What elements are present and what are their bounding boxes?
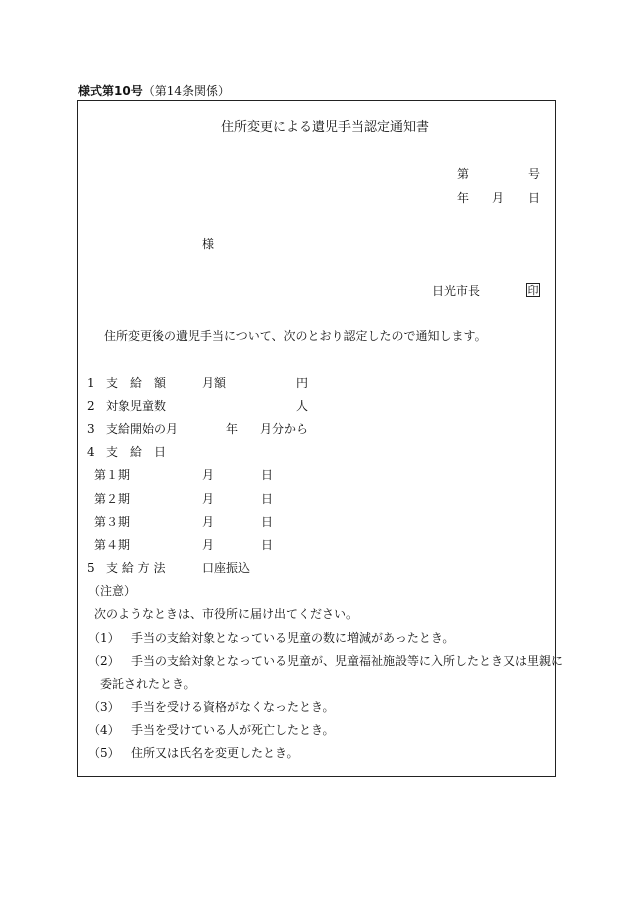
period-3-label: 第３期 <box>94 515 131 529</box>
item-3-year: 年 <box>226 422 239 436</box>
period-2-month: 月 <box>202 492 215 506</box>
note-2-continuation: 委託されたとき。 <box>100 677 196 691</box>
note-4-number: （4） <box>88 723 120 737</box>
form-relation: （第14条関係） <box>142 84 230 98</box>
period-2-label: 第２期 <box>94 492 131 506</box>
note-2-text: 手当の支給対象となっている児童が、児童福祉施設等に入所したとき又は里親に <box>131 654 564 668</box>
period-2-day: 日 <box>261 492 274 506</box>
item-4-label: 支 給 日 <box>106 445 167 459</box>
note-3-number: （3） <box>88 700 120 714</box>
item-4-number: 4 <box>87 445 95 459</box>
item-3-number: 3 <box>87 422 95 436</box>
item-3-from: 月分から <box>260 422 309 436</box>
period-4-day: 日 <box>261 538 274 552</box>
period-4-label: 第４期 <box>94 538 131 552</box>
item-2-number: 2 <box>87 399 95 413</box>
mayor-title: 日光市長 <box>432 284 481 298</box>
period-3-day: 日 <box>261 515 274 529</box>
notes-lead: 次のようなときは、市役所に届け出てください。 <box>94 607 359 621</box>
seal-icon: 印 <box>527 284 539 297</box>
note-1-text: 手当の支給対象となっている児童の数に増減があったとき。 <box>131 631 455 645</box>
issue-day: 日 <box>528 191 541 205</box>
item-1-number: 1 <box>87 376 95 390</box>
intro-text: 住所変更後の遺児手当について、次のとおり認定したので通知します。 <box>104 329 487 343</box>
issue-dai: 第 <box>457 167 470 181</box>
issue-month: 月 <box>492 191 505 205</box>
note-5-text: 住所又は氏名を変更したとき。 <box>131 746 299 760</box>
issue-year: 年 <box>457 191 470 205</box>
note-2-number: （2） <box>88 654 120 668</box>
item-1-label: 支 給 額 <box>106 376 167 390</box>
period-3-month: 月 <box>202 515 215 529</box>
item-5-value: 口座振込 <box>202 561 251 575</box>
form-number: 様式第10号 <box>78 84 143 98</box>
form-frame <box>77 100 556 777</box>
notes-heading: （注意） <box>88 584 137 598</box>
form-header <box>78 84 230 98</box>
period-1-month: 月 <box>202 468 215 482</box>
issue-go: 号 <box>528 167 541 181</box>
seal-mark <box>526 283 540 297</box>
period-4-month: 月 <box>202 538 215 552</box>
item-5-label: 支 給 方 法 <box>106 561 166 575</box>
item-1-monthly: 月額 <box>202 376 227 390</box>
item-3-label: 支給開始の月 <box>106 422 179 436</box>
note-3-text: 手当を受ける資格がなくなったとき。 <box>131 700 335 714</box>
item-2-unit: 人 <box>296 399 309 413</box>
item-2-label: 対象児童数 <box>106 399 167 413</box>
item-5-number: 5 <box>87 561 95 575</box>
period-1-day: 日 <box>261 468 274 482</box>
note-1-number: （1） <box>88 631 120 645</box>
addressee-sama: 様 <box>202 237 215 251</box>
document-title: 住所変更による遺児手当認定通知書 <box>221 120 430 135</box>
note-5-number: （5） <box>88 746 120 760</box>
note-4-text: 手当を受けている人が死亡したとき。 <box>131 723 335 737</box>
period-1-label: 第１期 <box>94 468 131 482</box>
item-1-unit: 円 <box>296 376 309 390</box>
